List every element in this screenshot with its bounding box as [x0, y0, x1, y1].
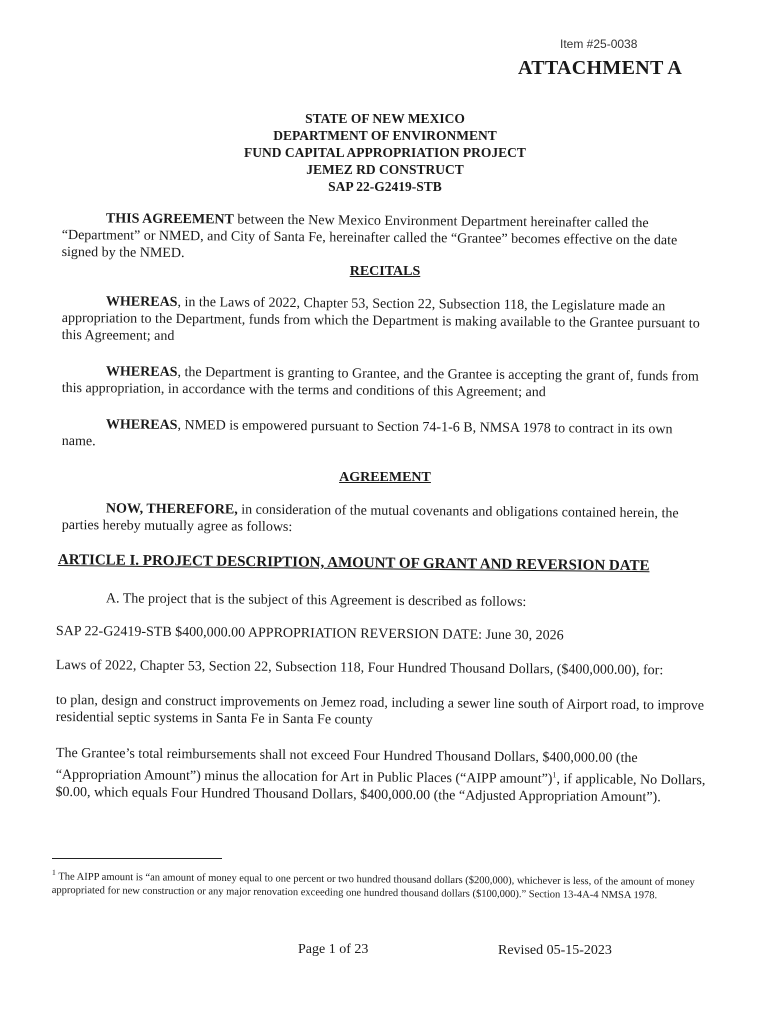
attachment-title: ATTACHMENT A [518, 57, 683, 79]
recital-2-lead: WHEREAS [105, 364, 178, 381]
revision-date: Revised 05-15-2023 [498, 943, 612, 958]
header-line-department: DEPARTMENT OF ENVIRONMENT [273, 128, 497, 143]
recital-1-lead: WHEREAS [105, 294, 178, 311]
recital-1 [62, 293, 702, 350]
now-therefore-paragraph [62, 500, 702, 540]
footnote-reference: 1 [552, 770, 557, 780]
footnote-mark: 1 [51, 867, 56, 878]
now-therefore-lead: NOW, THEREFORE, [105, 501, 238, 518]
purpose-paragraph: to plan, design and construct improvements on Jemez road, including a sewer line south of Airport road, to improve residential septic systems in Santa Fe in Santa Fe county [55, 692, 705, 728]
header-line-sap: SAP 22-G2419-STB [328, 179, 442, 194]
footnote-text: The AIPP amount is “an amount of money equal to one percent or two hundred thousand dollars ($200,000), whichever is less, of the amount of money appropriated for new construction or any major renovation exceeding one hundred thousand dollars ($100,000).” Section 13-4A-4 NMSA 1978. [51, 871, 695, 901]
now-therefore-text: in consideration of the mutual covenants and obligations contained herein, the parties hereby mutually agree as follows: [61, 502, 679, 536]
sap-line: SAP 22-G2419-STB $400,000.00 APPROPRIATION REVERSION DATE: June 30, 2026 [55, 623, 564, 644]
item-number: Item #25-0038 [560, 37, 638, 51]
intro-text: between the New Mexico Environment Department hereinafter called the “Department” or NMED, and City of Santa Fe, hereinafter called the “Grantee” becomes effective on the date signed by the NMED. [61, 212, 678, 262]
recital-3 [62, 416, 702, 456]
footnote [52, 866, 712, 902]
reimbursement-paragraph [56, 745, 721, 806]
recitals-heading: RECITALS [349, 264, 421, 279]
footnote-divider [52, 858, 222, 859]
article-heading: ARTICLE I. PROJECT DESCRIPTION, AMOUNT OF GRANT AND REVERSION DATE [57, 552, 650, 575]
recital-3-text: , NMED is empowered pursuant to Section 74-1-6 B, NMSA 1978 to contract in its own name. [61, 418, 673, 450]
intro-lead: THIS AGREEMENT [105, 211, 234, 228]
recital-2-text: , the Department is granting to Grantee, and the Grantee is accepting the grant of, funds from this appropriation, in accordance with the terms and conditions of this Agreement; and [61, 365, 699, 401]
header-line-state: STATE OF NEW MEXICO [305, 111, 465, 126]
header-line-fund: FUND CAPITAL APPROPRIATION PROJECT [244, 145, 526, 160]
recital-3-lead: WHEREAS [105, 417, 178, 434]
reimbursement-text-2: , if applicable, No Dollars, $0.00, which equals Four Hundred Thousand Dollars, $400,000.00 (the “Adjusted Appropriation Amount”). [55, 772, 706, 805]
header-line-project: JEMEZ RD CONSTRUCT [306, 162, 464, 177]
reimbursement-text-1: The Grantee’s total reimbursements shall not exceed Four Hundred Thousand Dollars, $400,000.00 (the “Appropriation Amount”) minus the allocation for Art in Public Places (“AIPP amount”) [55, 745, 638, 787]
project-intro: A. The project that is the subject of this Agreement is described as follows: [105, 591, 527, 611]
recital-2 [62, 363, 702, 403]
page-number: Page 1 of 23 [298, 942, 369, 957]
recital-1-text: , in the Laws of 2022, Chapter 53, Section 22, Subsection 118, the Legislature made an appropriation to the Department, funds from which the Department is making available to the Grantee pursuant to this Agreement; and [61, 295, 700, 344]
agreement-heading: AGREEMENT [339, 470, 431, 485]
laws-line: Laws of 2022, Chapter 53, Section 22, Subsection 118, Four Hundred Thousand Dollars, ($400,000.00), for: [55, 657, 664, 679]
intro-paragraph [62, 210, 702, 267]
